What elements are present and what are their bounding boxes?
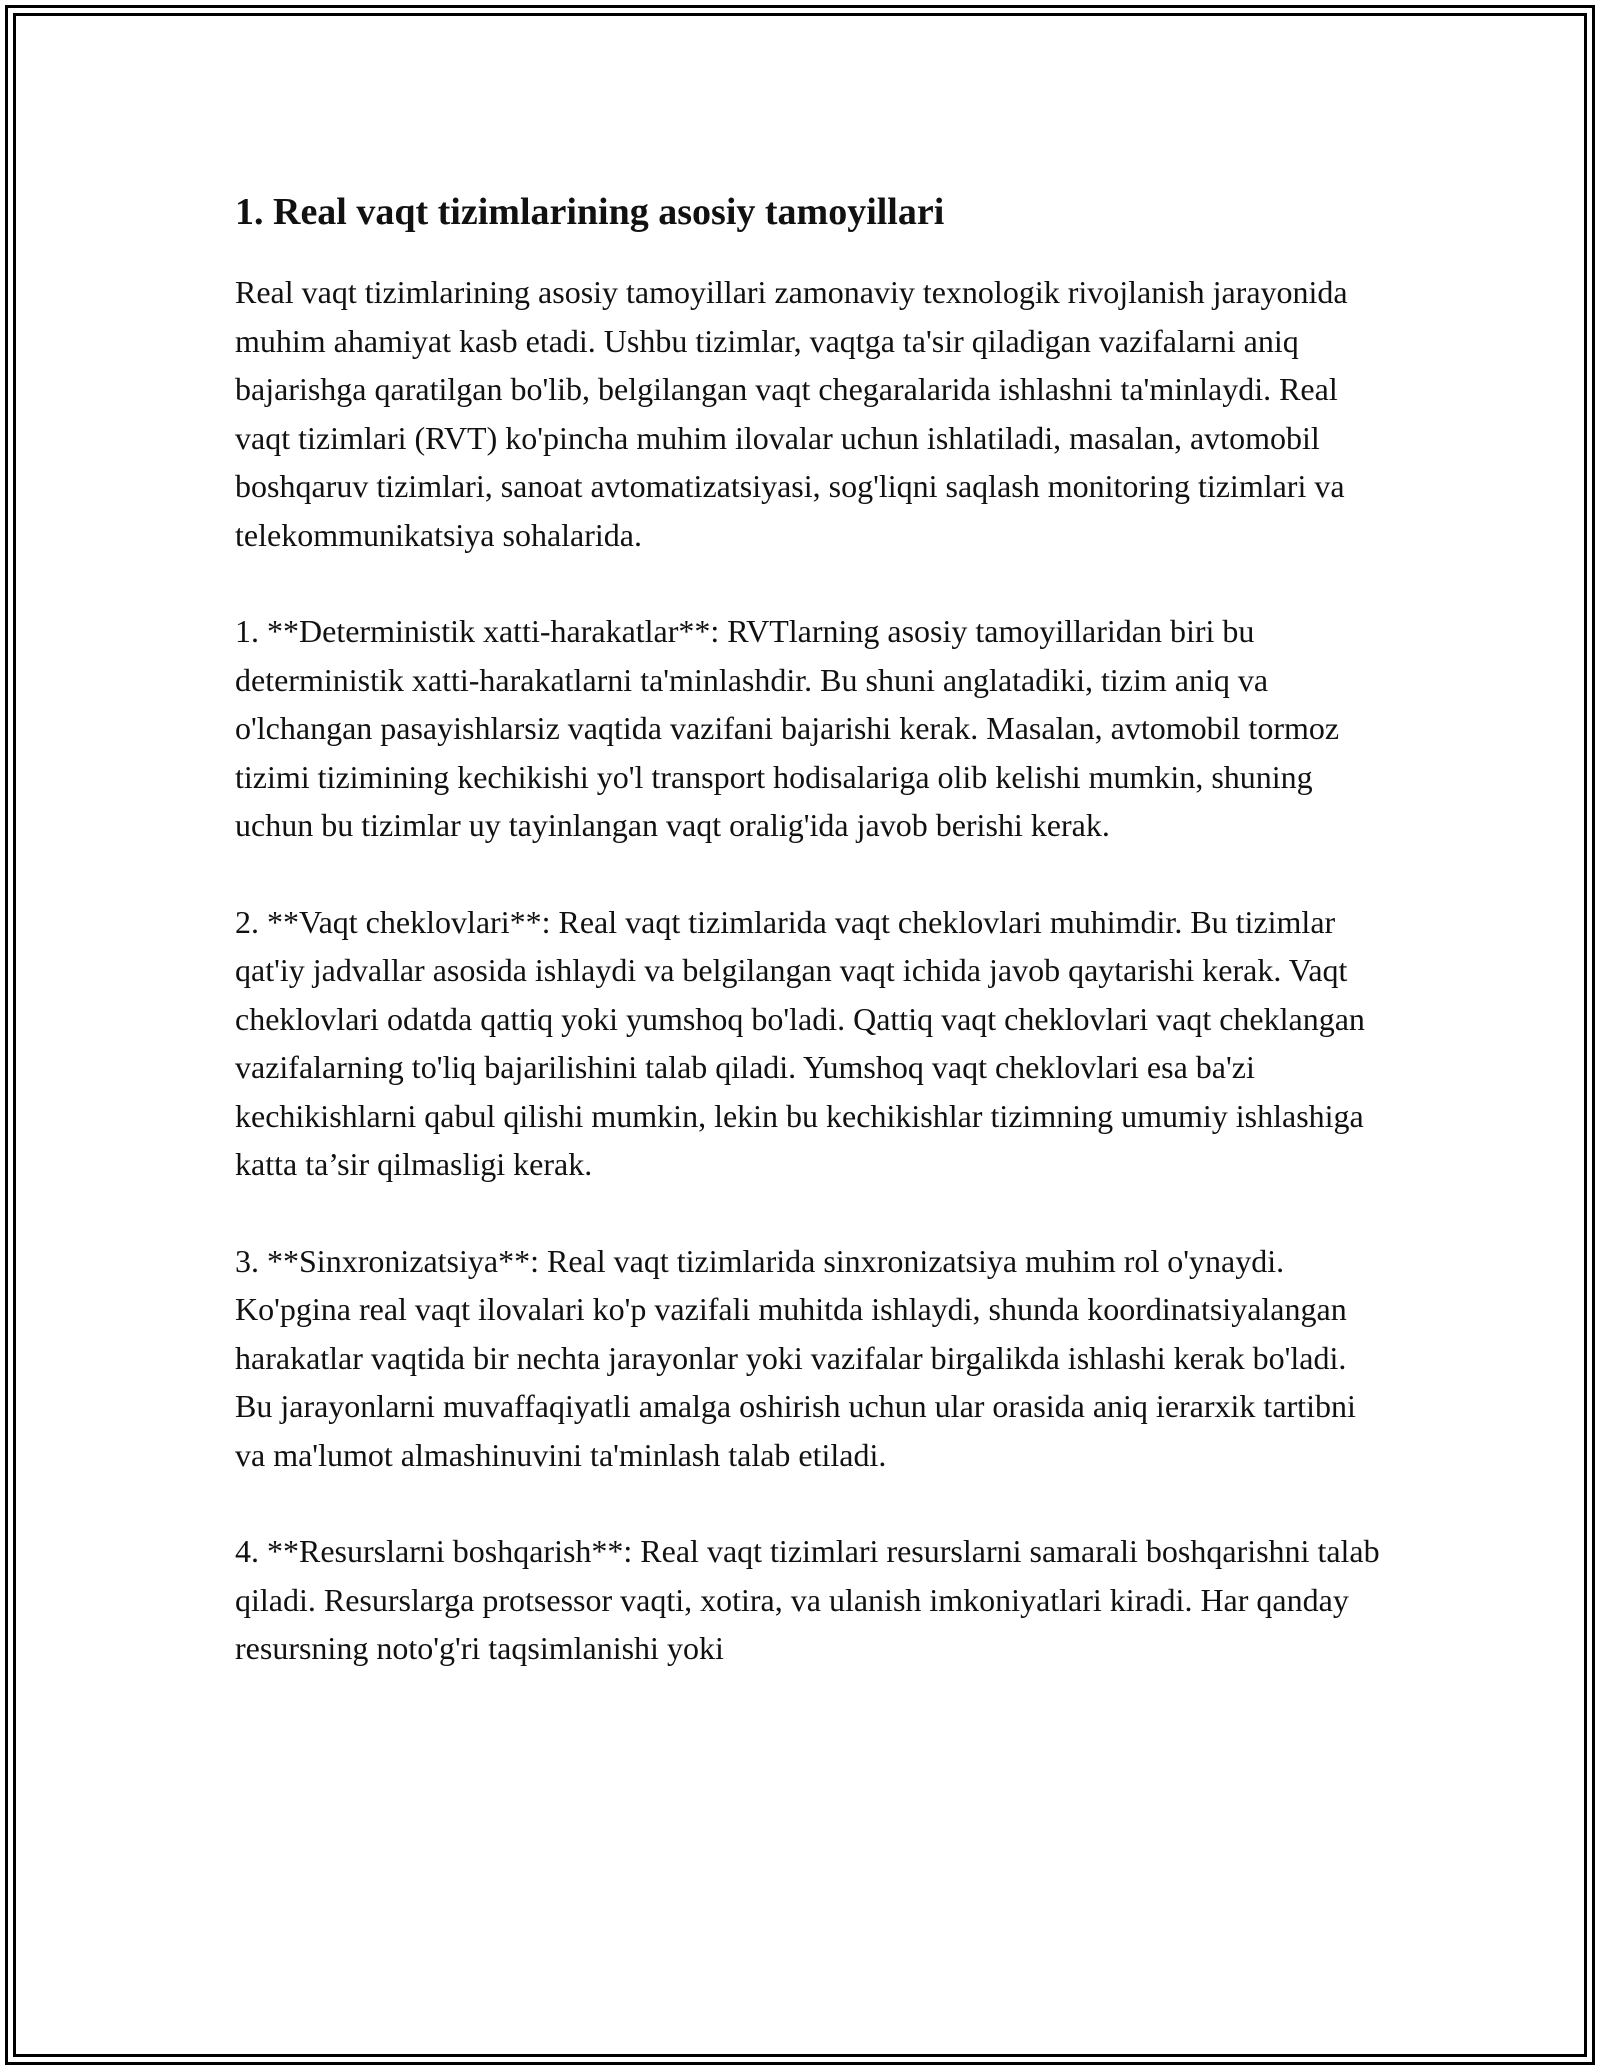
paragraph-deterministic-behavior: 1. **Deterministik xatti-harakatlar**: RVTlarning asosiy tamoyillaridan biri bu deterministik xatti-harakatlarni ta'minlashdir. Bu shuni anglatadiki, tizim aniq va o'lchangan pasayishlarsiz vaqtida vazifani bajarishi kerak. Masalan, avtomobil tormoz tizimi tizimining kechikishi yo'l transport hodisalariga olib kelishi mumkin, shuning uchun bu tizimlar uy tayinlangan vaqt oralig'ida javob berishi kerak.: [235, 613, 1340, 843]
section-title: 1. Real vaqt tizimlarining asosiy tamoyillari: [235, 191, 945, 233]
paragraph-intro: Real vaqt tizimlarining asosiy tamoyillari zamonaviy texnologik rivojlanish jarayonida muhim ahamiyat kasb etadi. Ushbu tizimlar, vaqtga ta'sir qiladigan vazifalarni aniq bajarishga qaratilgan bo'lib, belgilangan vaqt chegaralarida ishlashni ta'minlaydi. Real vaqt tizimlari (RVT) ko'pincha muhim ilovalar uchun ishlatiladi, masalan, avtomobil boshqaruv tizimlari, sanoat avtomatizatsiyasi, sog'liqni saqlash monitoring tizimlari va telekommunikatsiya sohalarida.: [235, 274, 1348, 553]
paragraph-synchronization: 3. **Sinxronizatsiya**: Real vaqt tizimlarida sinxronizatsiya muhim rol o'ynaydi. Ko'pgina real vaqt ilovalari ko'p vazifali muhitda ishlaydi, shunda koordinatsiyalangan harakatlar vaqtida bir nechta jarayonlar yoki vazifalar birgalikda ishlashi kerak bo'ladi. Bu jarayonlarni muvaffaqiyatli amalga oshirish uchun ular orasida aniq ierarxik tartibni va ma'lumot almashinuvini ta'minlash talab etiladi.: [235, 1242, 1356, 1473]
document-body: [235, 186, 1385, 1721]
paragraph-time-constraints: 2. **Vaqt cheklovlari**: Real vaqt tizimlarida vaqt cheklovlari muhimdir. Bu tizimlar qat'iy jadvallar asosida ishlaydi va belgilangan vaqt ichida javob qaytarishi kerak. Vaqt cheklovlari odatda qattiq yoki yumshoq bo'ladi. Qattiq vaqt cheklovlari vaqt cheklangan vazifalarning to'liq bajarilishini talab qiladi. Yumshoq vaqt cheklovlari esa ba'zi kechikishlarni qabul qilishi mumkin, lekin bu kechikishlar tizimning umumiy ishlashiga katta ta’sir qilmasligi kerak.: [235, 903, 1365, 1182]
paragraph-resource-management: 4. **Resurslarni boshqarish**: Real vaqt tizimlari resurslarni samarali boshqarishni talab qiladi. Resurslarga protsessor vaqti, xotira, va ulanish imkoniyatlari kiradi. Har qanday resursning noto'g'ri taqsimlanishi yoki: [235, 1533, 1380, 1666]
